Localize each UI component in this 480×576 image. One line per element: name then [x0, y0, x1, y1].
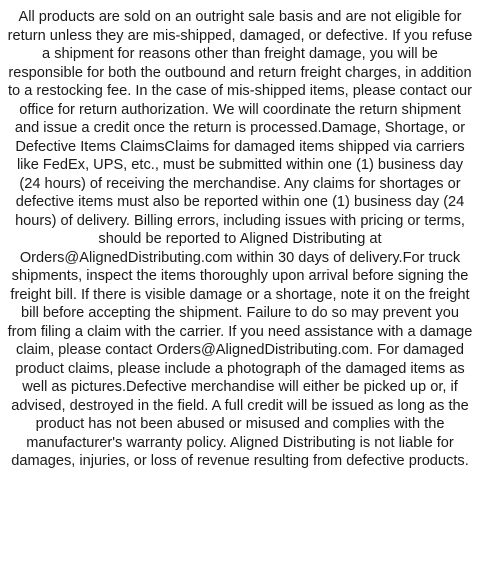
return-policy-paragraph: All products are sold on an outright sale basis and are not eligible for return unless they are mis-shipped, damaged, or defective. If you refuse a shipment for reasons other than freight damage, you will be responsible for both the outbound and return freight charges, in addition to a restocking fee. In the case of mis-shipped items, please contact our office for return authorization. We will coordinate the return shipment and issue a credit once the return is processed.Damage, Shortage, or Defective Items ClaimsClaims for damaged items shipped via carriers like FedEx, UPS, etc., must be submitted within one (1) business day (24 hours) of receiving the merchandise. Any claims for shortages or defective items must also be reported within one (1) business day (24 hours) of delivery. Billing errors, including issues with pricing or terms, should be reported to Aligned Distributing at Orders@AlignedDistributing.com within 30 days of delivery.For truck shipments, inspect the items thoroughly upon arrival before signing the freight bill. If there is visible damage or a shortage, note it on the freight bill before accepting the shipment. Failure to do so may prevent you from filing a claim with the carrier. If you need assistance with a damage claim, please contact Orders@AlignedDistributing.com. For damaged product claims, please include a photograph of the damaged items as well as pictures.Defective merchandise will either be picked up or, if advised, destroyed in the field. A full credit will be issued as long as the product has not been abused or misused and complies with the manufacturer's warranty policy. Aligned Distributing is not liable for damages, injuries, or loss of revenue resulting from defective products.	[7, 9, 473, 469]
